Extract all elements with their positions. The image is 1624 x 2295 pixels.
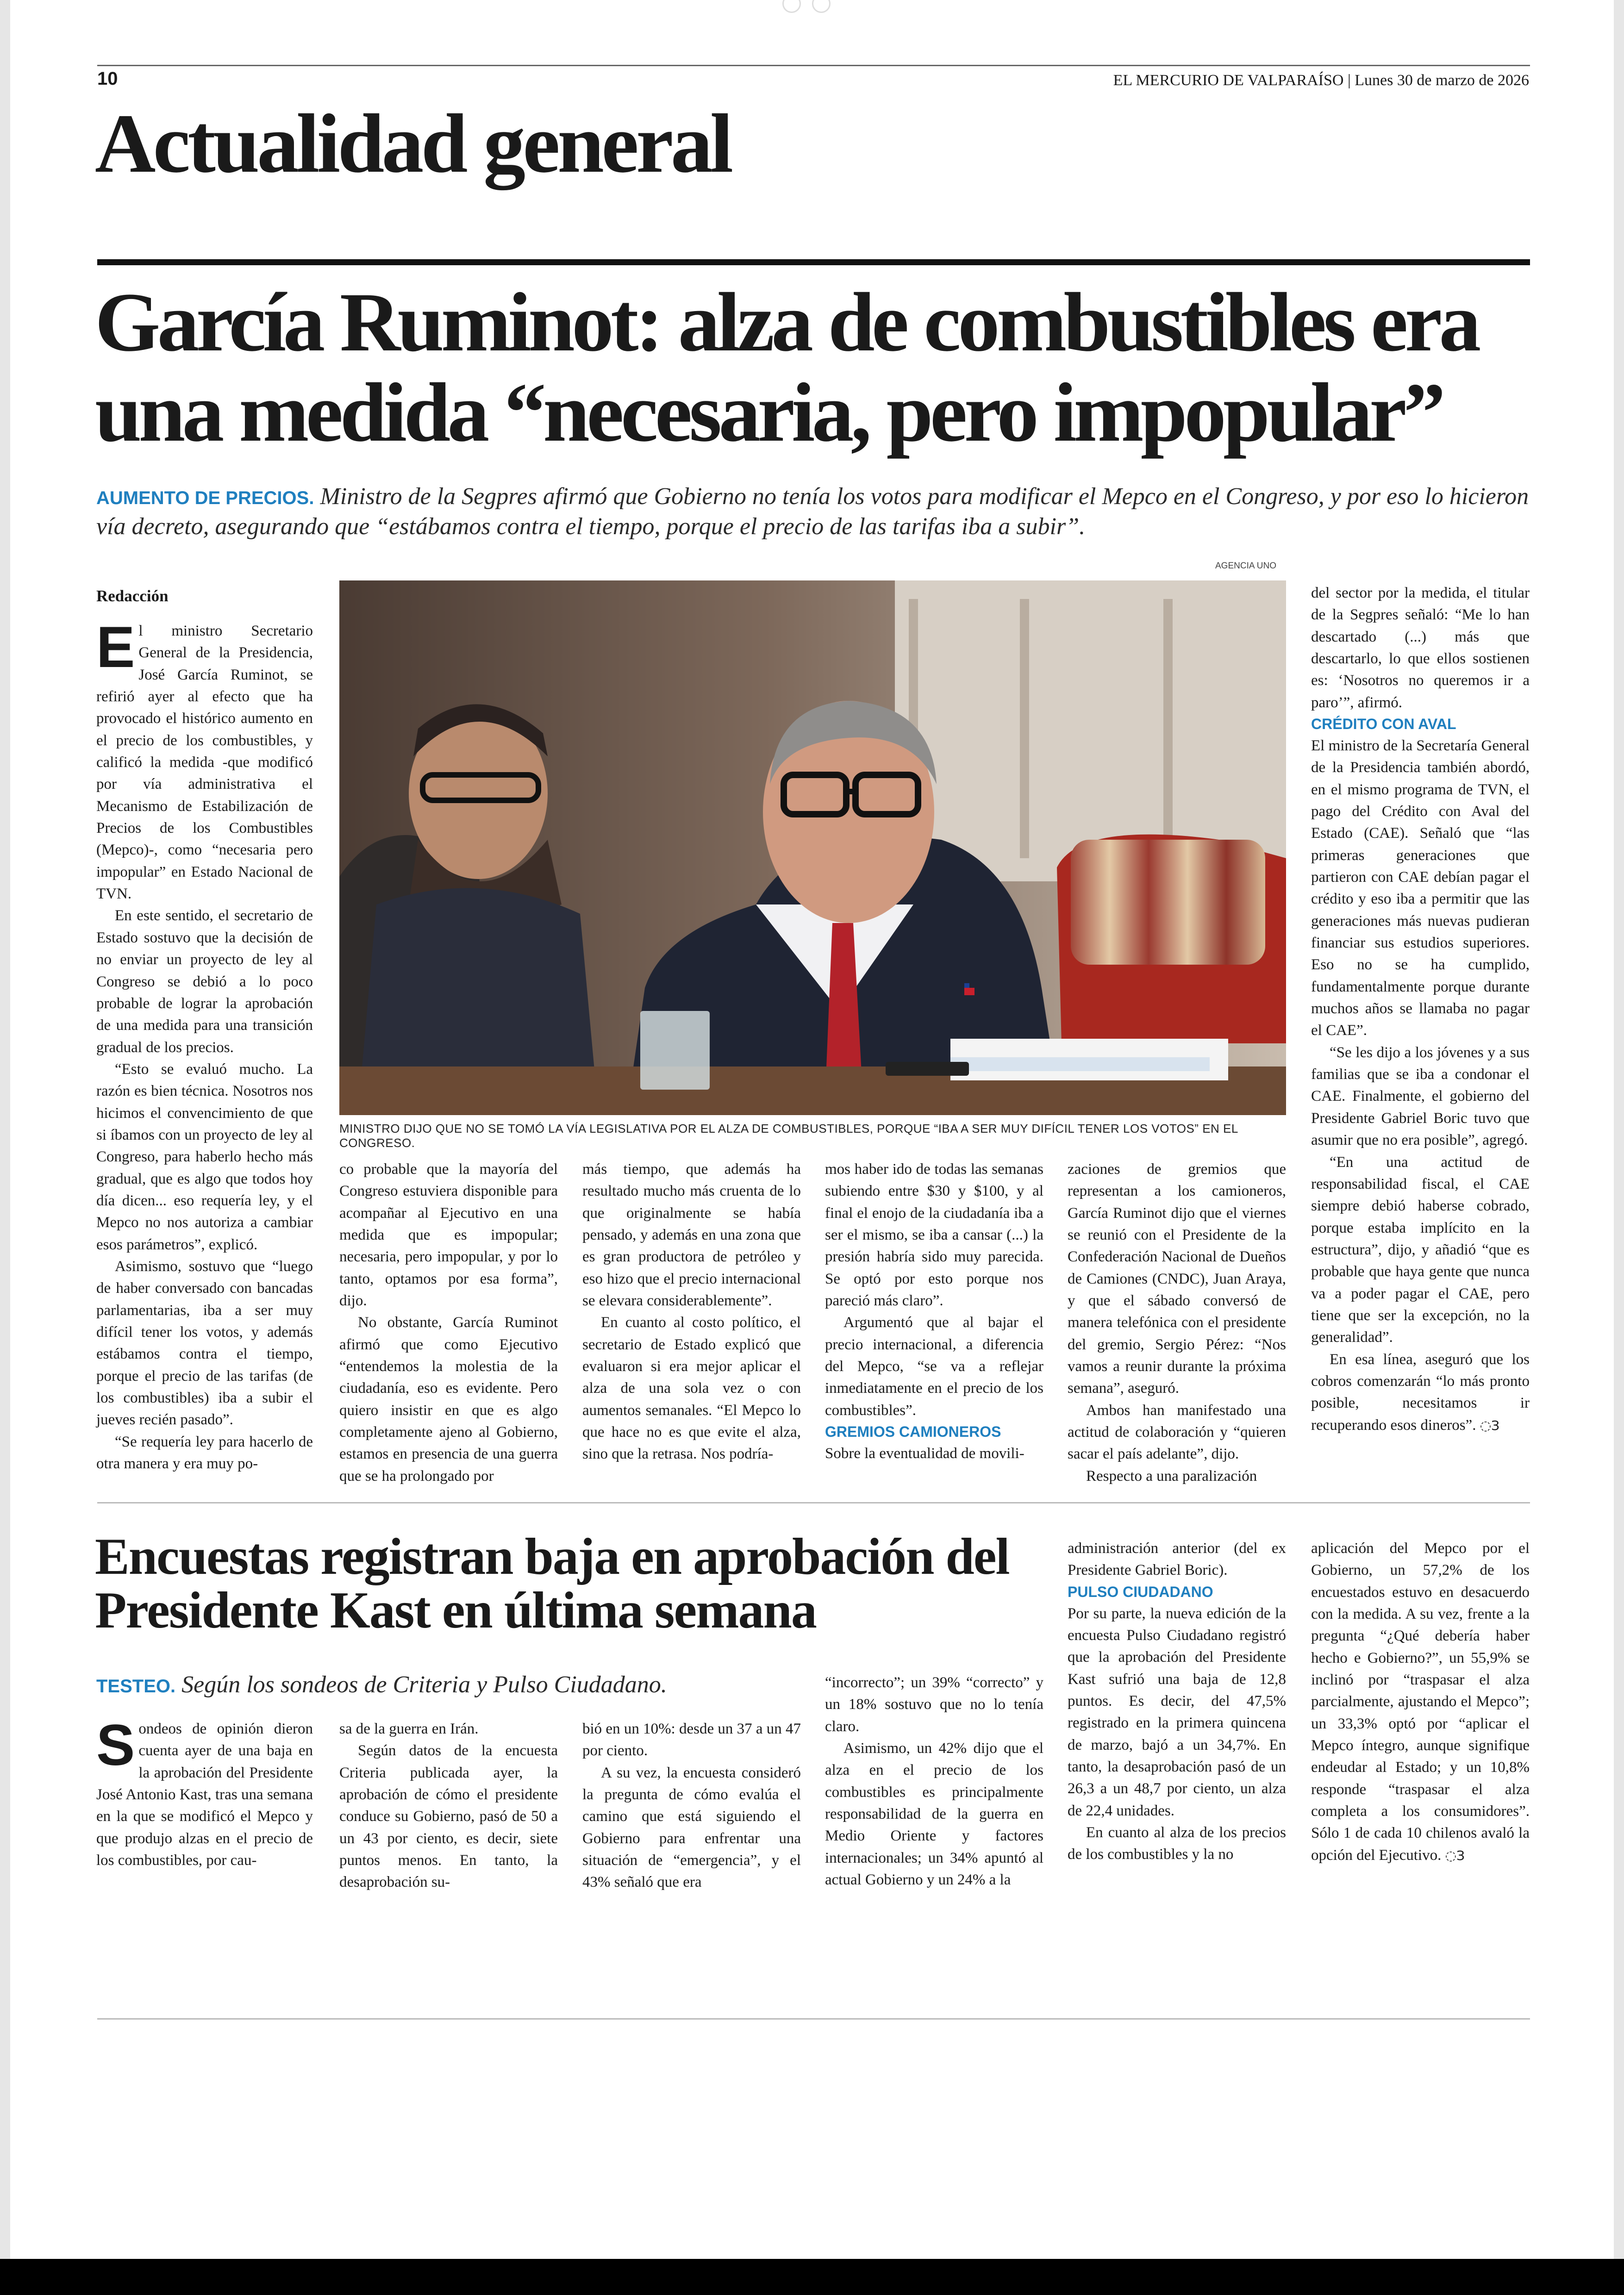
article2-col6-p1: aplicación del Mepco por el Gobierno, un 57,2% de los encuestados estuvo en desacuerdo con la medida. A su vez, frente a la pregunta “¿Qué debería haber hecho e Gobierno?”, un 55,9% se inclinó por “traspasar el alza parcialmente, ajustando el Mepco”; un 33,3% optó por “aplicar el Mepco íntegro, aunque signifique endeudar al Estado; y un 10,8% responde “traspasar el alza completa a los consumidores”. Sólo 1 de cada 10 chilenos avaló la opción del Ejecutivo. <box>1311 1540 1530 1864</box>
article1-col5-p2: Ambos han manifestado una actitud de colaboración y “quieren sacar el país adelante”, dijo. <box>1068 1402 1286 1463</box>
article1-col6-p3: “Se les dijo a los jóvenes y a sus familias que se iba a condonar el CAE. Finalmente, el gobierno del Presidente Gabriel Boric tuvo que asumir que no era posible”, agregó. <box>1311 1044 1530 1149</box>
photo-caption: MINISTRO DIJO QUE NO SE TOMÓ LA VÍA LEGISLATIVA POR EL ALZA DE COMBUSTIBLES, PORQUE “IBA A SER MUY DIFÍCIL TENER LOS VOTOS” EN EL CONGRESO. <box>339 1122 1238 1150</box>
article1-col2 <box>339 1159 558 1487</box>
article1-subhead-credito: CRÉDITO CON AVAL <box>1311 716 1456 733</box>
article1-col1-p4: Asimismo, sostuvo que “luego de haber conversado con bancadas parlamentarias, iba a ser muy difícil tener los votos, y además estábamos contra el tiempo, porque el precio de las tarifas (de los combustibles) iba a subir el jueves recién pasado”. <box>96 1258 313 1428</box>
article2-col5-p2: Por su parte, la nueva edición de la encuesta Pulso Ciudadano registró que la aprobación del Presidente Kast sufrió una baja de 12,8 puntos. Es decir, del 47,5% registrado en la primera quincena de marzo, bajó a un 34,7%. En tanto, la desaprobación pasó de un 26,3 a un 48,7 por ciento, un alza de 22,4 unidades. <box>1068 1605 1286 1819</box>
article2-subhead-pulso: PULSO CIUDADANO <box>1068 1583 1213 1600</box>
article1-col6-p1: del sector por la medida, el titular de la Segpres señaló: “Me lo han descartado (...) más que descartarlo, lo que ellos sostienen es: ‘Nosotros no queremos ir a paro’”, afirmó. <box>1311 585 1530 711</box>
article2-col3-p1: bió en un 10%: desde un 37 a un 47 por ciento. <box>582 1721 801 1759</box>
article1-col2-p2: No obstante, García Ruminot afirmó que como Ejecutivo “entendemos la molestia de la ciudadanía, eso es evidente. Pero quiero insistir en que es algo completamente ajeno al Gobierno, estamos en presencia de una guerra que se ha prolongado por <box>339 1314 558 1484</box>
article1-col5-p3: Respecto a una paralización <box>1086 1467 1257 1484</box>
article1-subhead-gremios: GREMIOS CAMIONEROS <box>825 1423 1001 1441</box>
article2-headline: Encuestas registran baja en aprobación del Presidente Kast en última semana <box>95 1528 1009 1640</box>
article2-col2 <box>339 1718 558 1894</box>
article1-col3 <box>582 1159 801 1466</box>
article2-kicker: TESTEO. <box>96 1676 176 1696</box>
article2-col5 <box>1068 1538 1286 1866</box>
viewer-bottom-bar <box>0 2259 1624 2295</box>
article2-deck-text: Según los sondeos de Criteria y Pulso Ciudadano. <box>181 1671 667 1698</box>
article2-col5-p3: En cuanto al alza de los precios de los combustibles y la no <box>1068 1824 1286 1863</box>
article1-col4-p3: Sobre la eventualidad de movili- <box>825 1445 1024 1462</box>
article1-deck <box>96 481 1531 542</box>
article2-col4 <box>825 1672 1043 1891</box>
prev-page-dot[interactable] <box>782 0 801 13</box>
article1-col2-p1: co probable que la mayoría del Congreso estuviera disponible para acompañar al Ejecutivo en una medida que es impopular; necesaria, pero impopular, y por lo tanto, optamos por esa forma”, dijo. <box>339 1161 558 1310</box>
end-of-article-icon: ◌З <box>1445 1847 1465 1863</box>
right-margin-rail <box>1614 0 1624 2268</box>
article1-col1 <box>96 615 313 1475</box>
article1-col4-p1: mos haber ido de todas las semanas subiendo entre $30 y $100, y al final el enojo de la ciudadanía iba a ser el mismo, se iba a cansar (...) la presión habría sido muy parecida. Se optó por esto porque nos pareció más claro”. <box>825 1161 1043 1310</box>
article1-col1-p2: En este sentido, el secretario de Estado sostuvo que la decisión de no enviar un proyecto de ley al Congreso se debió a lo poco probable de lograr la aprobación de una medida para una transición gradual de los precios. <box>96 907 313 1056</box>
article2-col5-p1: administración anterior (del ex Presidente Gabriel Boric). <box>1068 1540 1286 1579</box>
article1-headline: García Ruminot: alza de combustibles era una medida “necesaria, pero impopular” <box>95 276 1478 459</box>
article1-col6-p5: En esa línea, aseguró que los cobros comenzarán “lo más pronto posible, necesitamos ir recuperando esos dineros”. <box>1311 1351 1530 1434</box>
article2-col3-p2: A su vez, la encuesta consideró la pregunta de cómo evalúa el camino que está siguiendo el Gobierno para enfrentar una situación de “emergencia”, y el 43% señaló que era <box>582 1764 801 1891</box>
article1-col1-p1: l ministro Secretario General de la Presidencia, José García Ruminot, se refirió ayer al efecto que ha provocado el histórico aumento en el precio de los combustibles, y calificó la medida -que modificó por vía administrativa el Mecanismo de Estabilización de Precios de los Combustibles (Mepco)-, como “necesaria pero impopular” en Estado Nacional de TVN. <box>96 623 313 903</box>
page-bottom-rule <box>97 2018 1530 2020</box>
article1-col6-p4: “En una actitud de responsabilidad fiscal, el CAE siempre debió haberse cobrado, porque estaba implícito en la estructura”, dijo, y añadió “que es probable que haya gente que nunca va a poder pagar el CAE, pero tiene que ser la excepción, no la generalidad”. <box>1311 1154 1530 1346</box>
folio-line: EL MERCURIO DE VALPARAÍSO | Lunes 30 de marzo de 2026 <box>1113 72 1529 89</box>
article1-col3-p2: En cuanto al costo político, el secretario de Estado explicó que evaluaron si era mejor aplicar el alza de una sola vez o con aumentos semanales. “El Mepco lo que hace no es que evite el alza, sino que la retrasa. Nos podría- <box>582 1314 801 1463</box>
article1-col4-p2: Argumentó que al bajar el precio internacional, a diferencia del Mepco, “se va a reflejar inmediatamente en el precio de los combustibles”. <box>825 1314 1043 1419</box>
article2-col4-p2: Asimismo, un 42% dijo que el alza en el precio de los combustibles es principalmente responsabilidad de la guerra en Medio Oriente y factores internacionales; un 34% apuntó al actual Gobierno y un 24% a la <box>825 1740 1043 1889</box>
article1-col1-p5: “Se requería ley para hacerlo de otra manera y era muy po- <box>96 1433 313 1472</box>
article2-col1 <box>96 1713 313 1871</box>
article1-deck-text: Ministro de la Segpres afirmó que Gobierno no tenía los votos para modificar el Mepco en el Congreso, y por eso lo hicieron vía decreto, asegurando que “estábamos contra el tiempo, porque el precio de las tarifas iba a subir”. <box>96 483 1529 540</box>
article1-dropcap: E <box>96 615 135 680</box>
next-page-dot[interactable] <box>812 0 831 13</box>
article2-col2-p1: sa de la guerra en Irán. <box>339 1721 479 1737</box>
article2-col3 <box>582 1718 801 1894</box>
article1-col6 <box>1311 582 1530 1436</box>
article2-col4-p1: “incorrecto”; un 39% “correcto” y un 18% sostuvo que no lo tenía claro. <box>825 1674 1043 1735</box>
section-rule <box>97 259 1530 265</box>
article-separator-rule <box>97 1502 1530 1503</box>
article1-photo[interactable] <box>339 580 1286 1115</box>
article1-col5 <box>1068 1159 1286 1487</box>
page-number: 10 <box>97 69 118 89</box>
section-title: Actualidad general <box>95 97 731 190</box>
article2-col6 <box>1311 1538 1530 1866</box>
photo-credit: AGENCIA UNO <box>1215 561 1276 571</box>
folio-rule <box>97 65 1530 66</box>
end-of-article-icon: ◌З <box>1480 1417 1500 1433</box>
article1-col3-p1: más tiempo, que además ha resultado mucho más cruenta de lo que originalmente se había pensado, y además en una zona que es gran productora de petróleo y eso hizo que el precio internacional se elevara considerablemente”. <box>582 1161 801 1310</box>
article1-col4 <box>825 1159 1043 1465</box>
article1-col5-p1: zaciones de gremios que representan a los camioneros, García Ruminot dijo que el viernes se reunió con el Presidente de la Confederación Nacional de Dueños de Camiones (CNDC), Juan Araya, y que el sábado conversó de manera telefónica con el presidente del gremio, Sergio Pérez: “Nos vamos a reunir durante la próxima semana”, aseguró. <box>1068 1161 1286 1397</box>
left-margin-rail <box>0 0 10 2268</box>
article2-dropcap: S <box>96 1713 135 1777</box>
article1-kicker: AUMENTO DE PRECIOS. <box>96 488 314 508</box>
article2-col1-p1: ondeos de opinión dieron cuenta ayer de una baja en la aprobación del Presidente José Antonio Kast, tras una semana en la que se modificó el Mepco y que produjo alzas en el precio de los combustibles, por cau- <box>96 1721 313 1869</box>
article1-byline: Redacción <box>96 587 169 605</box>
photo-illustration <box>339 580 1286 1115</box>
article2-col2-p2: Según datos de la encuesta Criteria publicada ayer, la aprobación de cómo el presidente conduce su Gobierno, pasó de 50 a un 43 por ciento, es decir, siete puntos menos. En tanto, la desaprobación su- <box>339 1742 558 1891</box>
article1-col1-p3: “Esto se evaluó mucho. La razón es bien técnica. Nosotros nos hicimos el convencimiento de que si íbamos con un proyecto de ley al Congreso, para haberlo hecho más gradual, que es algo que todos hoy día dicen... eso requería ley, y el Mepco no nos autoriza a cambiar esos parámetros”, explicó. <box>96 1060 313 1253</box>
page-nav-dots[interactable] <box>782 0 847 14</box>
article1-col6-p2: El ministro de la Secretaría General de la Presidencia también abordó, en el mismo programa de TVN, el pago del Crédito con Aval del Estado (CAE). Señaló que “las primeras generaciones que partieron con CAE debían pagar el crédito y eso iba a permitir que las generaciones más nuevas pudieran financiar sus estudios superiores. Eso no se ha cumplido, fundamentalmente porque durante muchos años se llamaba no pagar el CAE”. <box>1311 737 1530 1039</box>
